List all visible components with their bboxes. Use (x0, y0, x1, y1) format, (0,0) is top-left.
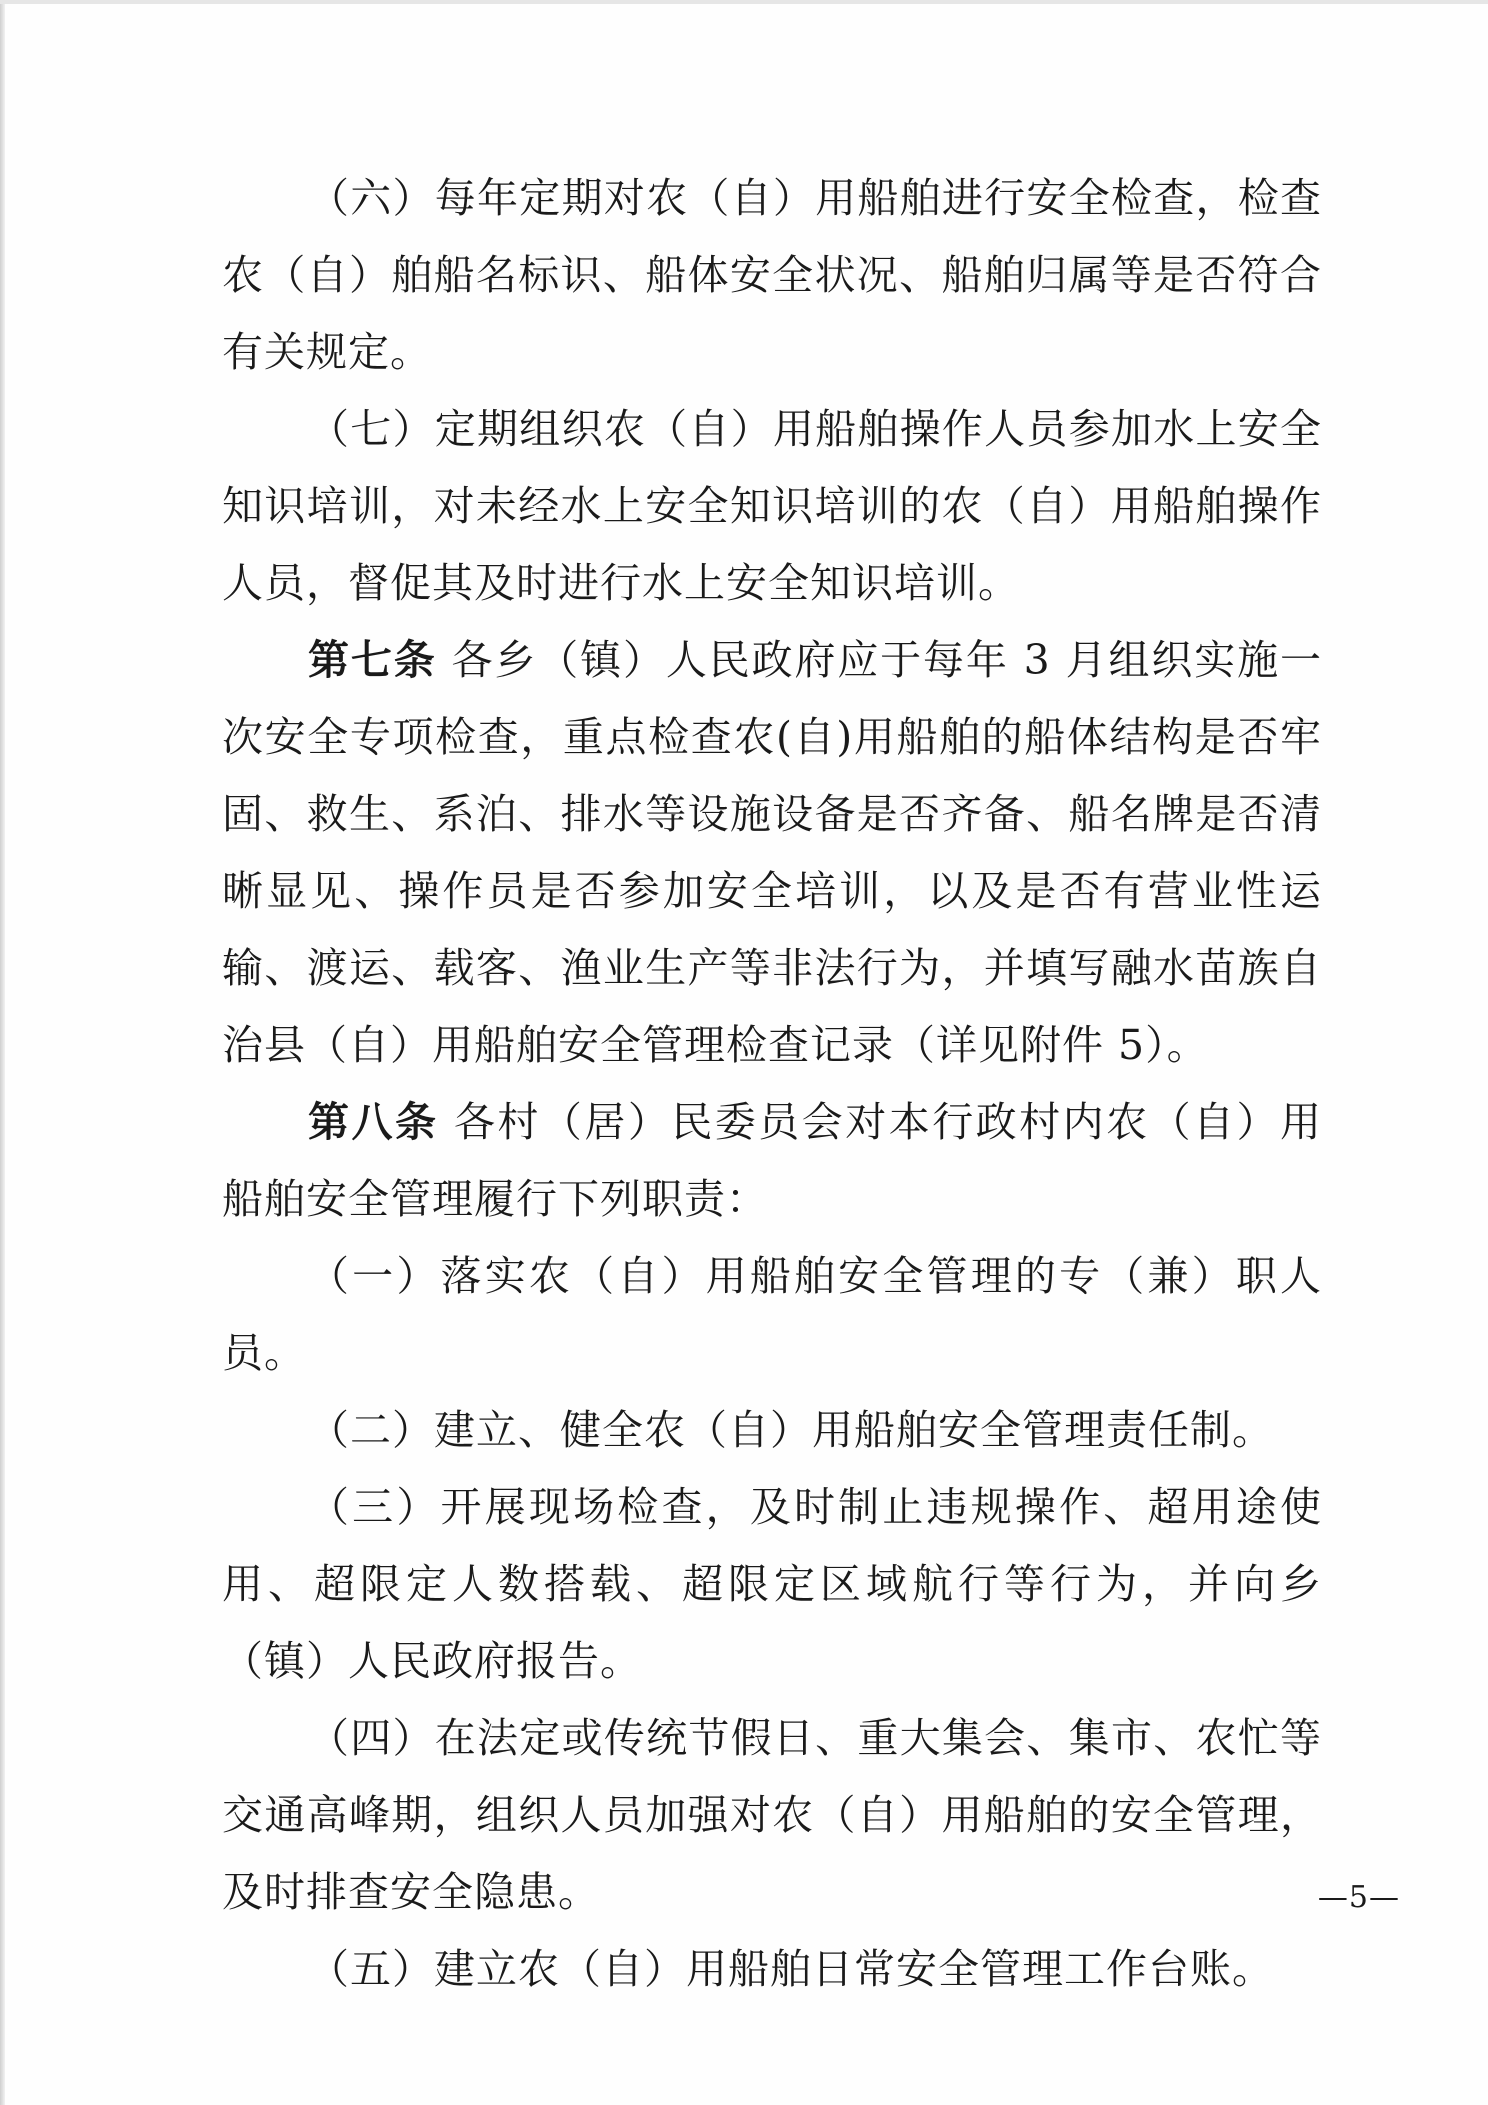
paragraph-item-2 (222, 1392, 1322, 1469)
paragraph-item-1 (222, 1238, 1322, 1392)
paragraph-text: （七）定期组织农（自）用船舶操作人员参加水上安全知识培训，对未经水上安全知识培训的农（自）用船舶操作人员，督促其及时进行水上安全知识培训。 (222, 405, 1322, 607)
paragraph-item-4 (222, 1700, 1322, 1931)
page-left-edge (0, 0, 5, 2105)
paragraph-text: （四）在法定或传统节假日、重大集会、集市、农忙等交通高峰期，组织人员加强对农（自）用船舶的安全管理，及时排查安全隐患。 (222, 1714, 1322, 1916)
paragraph-text: （二）建立、健全农（自）用船舶安全管理责任制。 (308, 1406, 1274, 1454)
paragraph-text: （六）每年定期对农（自）用船舶进行安全检查，检查农（自）舶船名标识、船体安全状况、船舶归属等是否符合有关规定。 (222, 174, 1322, 376)
paragraph-text: 各村（居）民委员会对本行政村内农（自）用船舶安全管理履行下列职责： (222, 1098, 1323, 1223)
paragraph-item-3 (222, 1469, 1322, 1700)
page-number: —5— (1317, 1880, 1400, 1915)
paragraph-item-6 (222, 160, 1322, 391)
paragraph-text: （一）落实农（自）用船舶安全管理的专（兼）职人员。 (222, 1252, 1322, 1377)
article-7-paragraph (222, 622, 1322, 1084)
paragraph-item-5 (222, 1931, 1322, 2008)
page-top-edge (0, 0, 1488, 4)
paragraph-item-7 (222, 391, 1322, 622)
article-heading: 第七条 (308, 636, 437, 684)
paragraph-text: 各乡（镇）人民政府应于每年 3 月组织实施一次安全专项检查，重点检查农(自)用船舶的船体结构是否牢固、救生、系泊、排水等设施设备是否齐备、船名牌是否清晰显见、操作员是否参加安全培训，以及是否有营业性运输、渡运、载客、渔业生产等非法行为，并填写融水苗族自治县（自）用船舶安全管理检查记录（详见附件 5）。 (222, 636, 1323, 1069)
article-8-paragraph (222, 1084, 1322, 1238)
paragraph-text: （五）建立农（自）用船舶日常安全管理工作台账。 (308, 1945, 1274, 1993)
document-body (222, 160, 1322, 2008)
paragraph-text: （三）开展现场检查，及时制止违规操作、超用途使用、超限定人数搭载、超限定区域航行等行为，并向乡（镇）人民政府报告。 (222, 1483, 1322, 1685)
article-heading: 第八条 (308, 1098, 439, 1146)
